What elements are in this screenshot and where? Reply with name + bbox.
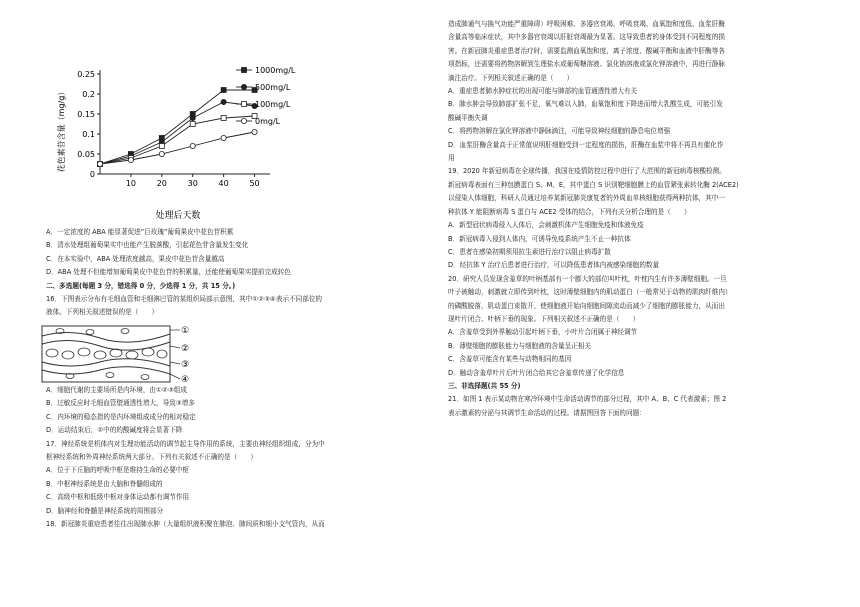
text-line: 16．下图表示分布有毛细血管和毛细淋巴管的某组织局部示意图，其中①②③④表示不同部位的 xyxy=(46,295,323,304)
legend-label: 1000mg/L xyxy=(255,66,296,75)
text-line: D．经抗体 Y 治疗后患者进行治疗，可以降低患者体内被感染细胞的数量 xyxy=(448,261,660,270)
diagram-label-2: ② xyxy=(181,344,190,354)
chart-svg xyxy=(56,62,296,232)
text-line: 18．新冠肺炎重症患者往往出现肺水肿（大量组织液积聚在肺泡、肺间质和细小支气管内，从而 xyxy=(46,520,325,529)
text-line: 滴注治疗。下列相关叙述正确的是（ ） xyxy=(448,73,574,82)
text-line: C．将药物溶解在氯化钾溶液中静脉滴注，可能导致神经细胞的静息电位增强 xyxy=(448,127,671,136)
text-line: 害。在新冠肺炎重症患者治疗时，需要监测血氧饱和度，离子浓度、酸碱平衡和血液中肝酶等各 xyxy=(448,46,725,55)
tissue-diagram xyxy=(40,322,200,386)
text-line: B．肺水肿会导致肺部扩张不足，氧气难以入肺，血氧饱和度下降进而增大乳酸生成，可能引发 xyxy=(448,100,723,109)
text-line: A．新型冠状病毒侵入人体后，会刺激机体产生细胞免疫和体液免疫 xyxy=(448,221,644,230)
y-tick-label: 0.05 xyxy=(77,150,95,159)
data-point xyxy=(221,99,226,104)
y-tick-label: 0.2 xyxy=(82,90,95,99)
text-line: D．ABA 处理不但能增加葡萄果皮中花色苷的积累量，还能使葡萄果实提前完成转色 xyxy=(46,268,291,277)
text-line: 二、多选题(每题 3 分，错选得 0 分，少选得 1 分，共 15 分。) xyxy=(46,281,236,290)
text-line: 的磷酸脱落，肌动蛋白束散开，使细胞液开始向细胞间隙流动而减少了细胞的膨胀能力，从而出 xyxy=(448,301,725,310)
data-point xyxy=(252,129,257,134)
data-point xyxy=(241,118,246,123)
text-line: 种抗体 Y 能阻断病毒 S 蛋白与 ACE2 受体的结合，下列有关分析合理的是（ ） xyxy=(448,207,691,216)
data-point xyxy=(221,88,226,93)
chart-xlabel: 处理后天数 xyxy=(155,211,201,221)
data-point xyxy=(221,116,226,121)
series-line xyxy=(100,90,255,164)
left-column-upper xyxy=(46,226,418,320)
text-line: 现叶片闭合、叶柄下垂的现象。下列相关叙述不正确的是（ ） xyxy=(448,314,640,323)
data-point xyxy=(159,151,164,156)
text-line: A．细胞代谢的主要场所是内环境，由①②③组成 xyxy=(46,386,187,394)
text-line: 表示激素的分泌与其调节生命活动的过程。请据图回答下面的问题： xyxy=(448,408,646,417)
data-point xyxy=(242,68,247,73)
x-tick-label: 50 xyxy=(249,179,260,188)
chart-ylabel: 花色素苷含量（mg/g） xyxy=(57,87,66,173)
diagram-label-3: ③ xyxy=(181,360,190,370)
text-line: C．高级中枢和低级中枢对身体运动都有调节作用 xyxy=(46,493,190,502)
diagram-label-4: ④ xyxy=(181,375,190,385)
text-line: B．新冠病毒入侵到人体内，可诱导免疫系统产生不止一种抗体 xyxy=(448,234,631,243)
data-point xyxy=(128,157,133,162)
text-line: D．脑神经和脊髓是神经系统的周围部分 xyxy=(46,506,164,515)
y-tick-label: 0.15 xyxy=(77,110,95,119)
text-line: C．内环境的稳态指的是内环境组成成分的相对稳定 xyxy=(46,412,196,421)
text-line: B．中枢神经系统是由大脑和脊髓组成的 xyxy=(46,479,163,488)
y-tick-label: 0 xyxy=(89,170,95,179)
anthocyanin-line-chart xyxy=(56,62,296,232)
text-line: 以侵染人体细胞，科研人员通过培养某新冠肺炎康复者的外周血单核细胞获得两种抗体，其中一 xyxy=(448,194,725,203)
x-tick-label: 10 xyxy=(125,179,137,188)
text-line: 叶子被触动，刺激就立即传到叶枕，这时薄壁细胞内的肌动蛋白（一般常见于动物的肌肉纤维内） xyxy=(448,288,732,297)
data-point xyxy=(221,135,226,140)
data-point xyxy=(241,84,246,89)
text-line: 酸碱平衡失调 xyxy=(448,113,488,122)
text-line: D．运动结束后，②中的的酸碱度将会显著下降 xyxy=(46,426,183,435)
text-line: 造成肺通气与换气功能严重障碍）呼吸困难、多器官衰竭、呼吸衰竭、血氧饱和度低、血浆肝酶 xyxy=(448,20,725,28)
right-column xyxy=(448,18,828,420)
data-point xyxy=(159,144,164,149)
text-line: D．触动含羞草叶片后叶片闭合给其它含羞草传递了化学信息 xyxy=(448,368,625,377)
chart-series xyxy=(97,88,257,167)
text-line: 20．研究人员发现含羞草的叶柄基部有一个膨大的部位叫叶枕，叶枕内生有许多薄壁细胞。一旦 xyxy=(448,274,727,283)
y-tick-label: 0.1 xyxy=(82,130,95,139)
data-point xyxy=(242,102,247,107)
text-line: 液体。下列相关叙述错误的是（ ） xyxy=(46,308,159,317)
data-point xyxy=(97,161,102,166)
text-line: B．薄壁细胞的膨胀能力与细胞液的含量呈正相关 xyxy=(448,341,591,350)
text-line: D．血浆肝酶含量高于正常值说明肝细胞受到一定程度的损伤，肝酶在血浆中将不再具有催化作 xyxy=(448,140,724,149)
text-line: 新冠病毒表面有三种包膜蛋白 S、M、E，其中蛋白 S 识别靶细胞膜上的血管紧张素转化酶 2(ACE2) xyxy=(448,180,739,189)
text-line: C．在本实验中，ABA 处理浓度越高，果皮中花色苷含量越高 xyxy=(46,254,225,263)
text-line: 项指标，还需要将药物溶解到生理盐水或葡萄糖溶液、氯化钠溶液或氯化钾溶液中，再进行静脉 xyxy=(448,60,725,69)
legend-label: 100mg/L xyxy=(255,100,291,109)
series-line xyxy=(100,102,255,164)
text-line: A．一定浓度的 ABA 能显著促进“巨玫瑰”葡萄果皮中花色苷积累 xyxy=(46,228,234,236)
text-line: 用 xyxy=(448,154,455,163)
text-line: 19．2020 年新冠病毒在全球传播，我国在疫情防控过程中进行了大范围的新冠病毒核酸检测。 xyxy=(448,167,726,176)
text-line: A．重症患者肺水肿症状的出现可能与肺部的血管通透性增大有关 xyxy=(448,87,638,96)
text-line: C．患者在感染初期须用抗生素进行治疗以阻止病毒扩散 xyxy=(448,247,611,256)
text-line: 17．神经系统是机体内对生理功能活动的调节起主导作用的系统，主要由神经组织组成，分为中 xyxy=(46,439,325,448)
text-line: 三、非选择题(共 55 分) xyxy=(448,381,521,390)
text-line: B．清水处理组葡萄果实中也能产生脱落酸，引起花色苷含量发生变化 xyxy=(46,241,249,250)
text-line: B．过敏反应时毛细血管壁通透性增大，导致③增多 xyxy=(46,399,195,408)
diagram-label-1: ① xyxy=(181,326,190,336)
text-line: A．位于下丘脑的呼吸中枢是维持生命的必要中枢 xyxy=(46,466,189,475)
x-tick-label: 30 xyxy=(187,179,198,188)
legend-label: 0mg/L xyxy=(255,117,281,126)
x-tick-label: 40 xyxy=(218,179,229,188)
text-line: 枢神经系统和外周神经系统两大部分。下列有关叙述不正确的是（ ） xyxy=(46,453,257,462)
data-point xyxy=(190,122,195,127)
text-line: 含量高等临床症状，其中多器官衰竭以肝脏衰竭最为显著。这导致患者的身体受到不同程度的损 xyxy=(448,33,725,42)
data-point xyxy=(190,115,195,120)
y-tick-label: 0.25 xyxy=(77,70,95,79)
text-line: C．含羞草可能含有某些与动物相同的基因 xyxy=(448,355,572,364)
text-line: 21．如图 1 表示某动物在寒冷环境中生命活动调节的部分过程，其中 A、B、C 代表激素；图 2 xyxy=(448,395,727,404)
left-column-lower xyxy=(46,384,418,531)
data-point xyxy=(190,143,195,148)
x-tick-label: 20 xyxy=(156,179,167,188)
legend-label: 500mg/L xyxy=(255,83,291,92)
text-line: A．含羞草受到外界触动引起叶柄下垂，小叶片合闭属于神经调节 xyxy=(448,328,638,337)
tissue-diagram-svg xyxy=(40,322,200,386)
